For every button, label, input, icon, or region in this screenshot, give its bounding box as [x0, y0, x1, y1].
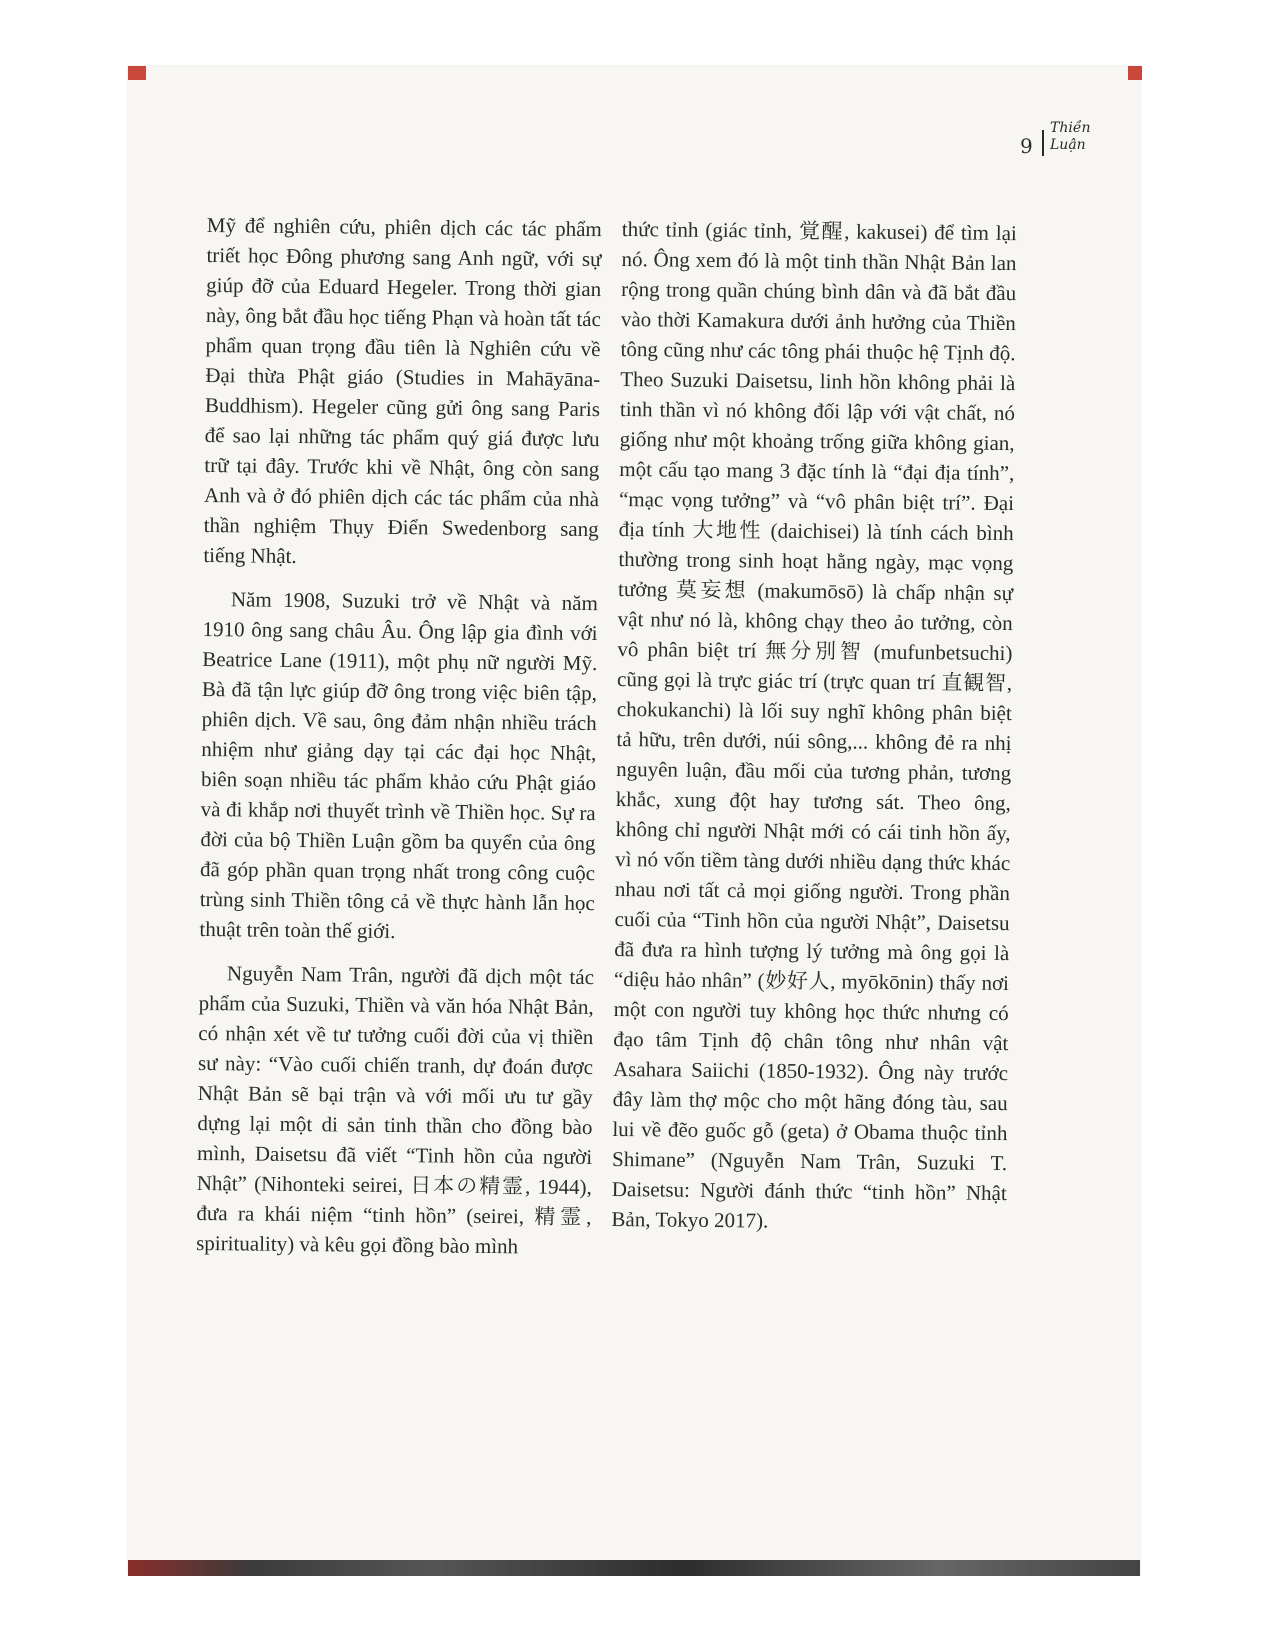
header-separator [1042, 130, 1044, 156]
paragraph: Năm 1908, Suzuki trở về Nhật và năm 1910 ông sang châu Âu. Ông lập gia đình với Beatrice Lane (1911), một phụ nữ người Mỹ. Bà đã tận lực giúp đỡ ông trong việc biên tập, phiên dịch. Về sau, ông đảm nhận nhiều trách nhiệm như giảng dạy tại các đại học Nhật, biên soạn nhiều tác phẩm khảo cứu Phật giáo và đi khắp nơi thuyết trình về Thiền học. Sự ra đời của bộ Thiền Luận gồm ba quyển của ông đã góp phần quan trọng nhất trong công cuộc trùng sinh Thiền tông cả về thực hành lẫn học thuật trên toàn thế giới. [199, 587, 599, 944]
cover-edge-right [1128, 66, 1142, 80]
page-header [1010, 118, 1130, 168]
paragraph: thức tỉnh (giác tỉnh, 覚醒, kakusei) để tìm lại nó. Ông xem đó là một tinh thần Nhật Bản lan rộng trong quần chúng bình dân và đã bắt đầu vào thời Kamakura dưới ảnh hưởng của Thiền tông cũng như các tông phái thuộc hệ Tịnh độ. Theo Suzuki Daisetsu, linh hồn không phải là tinh thần vì nó không đối lập với vật chất, nó giống như một khoảng trống giữa không gian, một cấu tạo mang 3 đặc tính là “đại địa tính”, “mạc vọng tưởng” và “vô phân biệt trí”. Đại địa tính 大地性 (daichisei) là tính cách bình thường trong sinh hoạt hằng ngày, mạc vọng tưởng 莫妄想 (makumōsō) là chấp nhận sự vật như nó là, không chạy theo ảo tưởng, còn vô phân biệt trí 無分別智 (mufunbetsuchi) cũng gọi là trực giác trí (trực quan trí 直観智, chokukanchi) là lối suy nghĩ không phân biệt tả hữu, trên dưới, núi sông,... không đẻ ra nhị nguyên luận, đầu mối của tương phản, tương khắc, xung đột hay tương sát. Theo ông, không chỉ người Nhật mới có cái tinh hồn ấy, vì nó vốn tiềm tàng dưới nhiều dạng thức khác nhau nơi tất cả mọi giống người. Trong phần cuối của “Tinh hồn của người Nhật”, Daisetsu đã đưa ra hình tượng lý tưởng mà ông gọi là “diệu hảo nhân” (妙好人, myōkōnin) thấy nơi một con người tuy không học thức nhưng có đạo tâm Tịnh độ chân tông như nhân vật Asahara Saiichi (1850-1932). Ông này trước đây làm thợ mộc cho một hãng đóng tàu, sau lui về đẽo guốc gỗ (geta) ở Obama thuộc tỉnh Shimane” (Nguyễn Nam Trân, Suzuki T. Daisetsu: Người đánh thức “tinh hồn” Nhật Bản, Tokyo 2017). [611, 216, 1017, 1233]
paragraph: Mỹ để nghiên cứu, phiên dịch các tác phẩm triết học Đông phương sang Anh ngữ, với sự giúp đỡ của Eduard Hegeler. Trong thời gian này, ông bắt đầu học tiếng Phạn và hoàn tất tác phẩm quan trọng đầu tiên là Nghiên cứu về Đại thừa Phật giáo (Studies in Mahāyāna-Buddhism). Hegeler cũng gửi ông sang Paris để sao lại những tác phẩm quý giá được lưu trữ tại đây. Trước khi về Nhật, ông còn sang Anh và ở đó phiên dịch các tác phẩm của nhà thần nghiệm Thụy Điển Swedenborg sang tiếng Nhật. [203, 212, 602, 568]
running-title: Thiền Luận [1050, 120, 1091, 153]
cover-edge-left [128, 66, 146, 80]
book-spine-strip [128, 1560, 1140, 1576]
right-column [611, 214, 1017, 1252]
left-column [196, 210, 602, 1276]
paragraph: Nguyễn Nam Trân, người đã dịch một tác phẩm của Suzuki, Thiền và văn hóa Nhật Bản, có nhận xét về tư tưởng cuối đời của vị thiền sư này: “Vào cuối chiến tranh, dự đoán được Nhật Bản sẽ bại trận và với mối ưu tư gầy dựng lại một di sản tinh thần cho đồng bào mình, Daisetsu đã viết “Tinh hồn của người Nhật” (Nihonteki seirei, 日本の精霊, 1944), đưa ra khái niệm “tinh hồn” (seirei, 精霊, spirituality) và kêu gọi đồng bào mình [196, 961, 595, 1259]
page-number: 9 [1020, 134, 1033, 158]
